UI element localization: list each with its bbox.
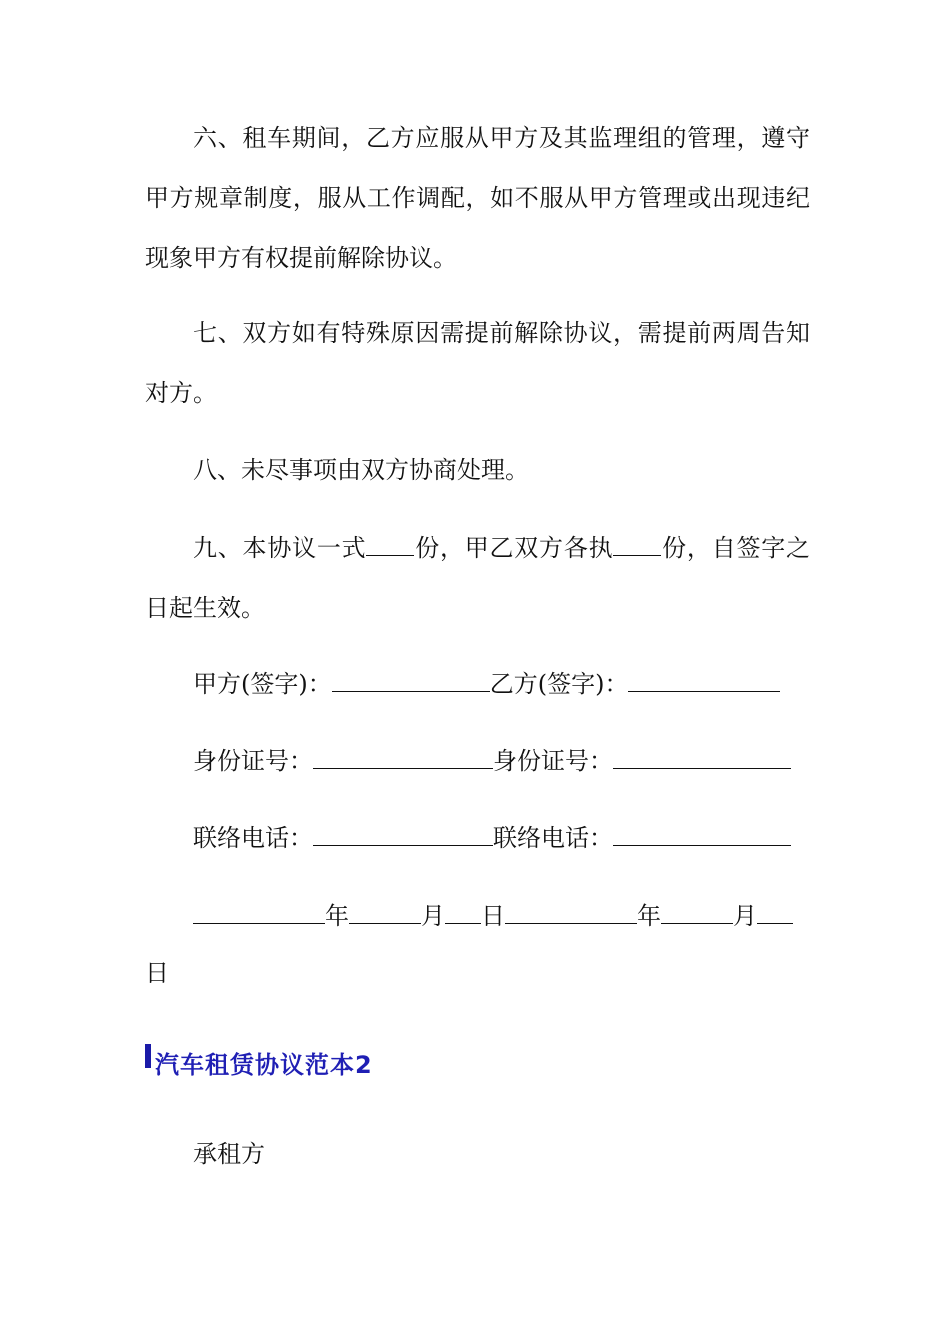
clause-9-part3: 份，自签字之日起生效。 — [145, 534, 811, 622]
party-a-day-label: 日 — [481, 902, 505, 930]
party-a-phone-blank — [313, 825, 493, 846]
date-row — [193, 900, 793, 932]
party-b-month-blank — [661, 903, 733, 924]
party-a-signature-blank — [332, 671, 490, 692]
clause-9 — [145, 518, 810, 638]
copies-total-blank — [366, 535, 414, 556]
party-b-year-blank — [505, 903, 637, 924]
clause-8: 八、未尽事项由双方协商处理。 — [193, 456, 529, 484]
party-b-id-blank — [613, 748, 791, 769]
clause-9-part2: 份，甲乙双方各执 — [414, 534, 614, 562]
party-b-year-label: 年 — [637, 902, 661, 930]
party-a-month-blank — [349, 903, 421, 924]
copies-each-blank — [613, 535, 661, 556]
section-heading-text: 汽车租赁协议范本2 — [155, 1050, 373, 1079]
party-a-phone-label: 联络电话： — [193, 824, 313, 852]
party-a-day-blank — [445, 903, 481, 924]
party-b-phone-blank — [613, 825, 791, 846]
party-b-phone-label: 联络电话： — [493, 824, 613, 852]
phone-row — [193, 822, 791, 854]
party-b-day-label-wrapped: 日 — [145, 959, 169, 987]
party-b-day-blank — [757, 903, 793, 924]
party-b-month-label: 月 — [733, 902, 757, 930]
party-a-id-label: 身份证号： — [193, 747, 313, 775]
lessee-label: 承租方 — [193, 1140, 265, 1168]
section-heading — [145, 1044, 373, 1080]
party-a-signature-label: 甲方(签字)： — [193, 670, 332, 698]
clause-7: 七、双方如有特殊原因需提前解除协议，需提前两周告知对方。 — [145, 319, 810, 407]
id-number-row — [193, 745, 791, 777]
party-a-year-label: 年 — [325, 902, 349, 930]
party-b-signature-blank — [628, 671, 780, 692]
signature-row — [193, 668, 780, 700]
party-a-id-blank — [313, 748, 493, 769]
party-a-year-blank — [193, 903, 325, 924]
clause-9-part1: 九、本协议一式 — [193, 534, 367, 562]
clause-6: 六、租车期间，乙方应服从甲方及其监理组的管理，遵守甲方规章制度，服从工作调配，如不服从甲方管理或出现违纪现象甲方有权提前解除协议。 — [145, 124, 810, 272]
party-a-month-label: 月 — [421, 902, 445, 930]
party-b-signature-label: 乙方(签字)： — [489, 670, 629, 698]
heading-marker-bar — [145, 1044, 151, 1068]
party-b-id-label: 身份证号： — [493, 747, 613, 775]
